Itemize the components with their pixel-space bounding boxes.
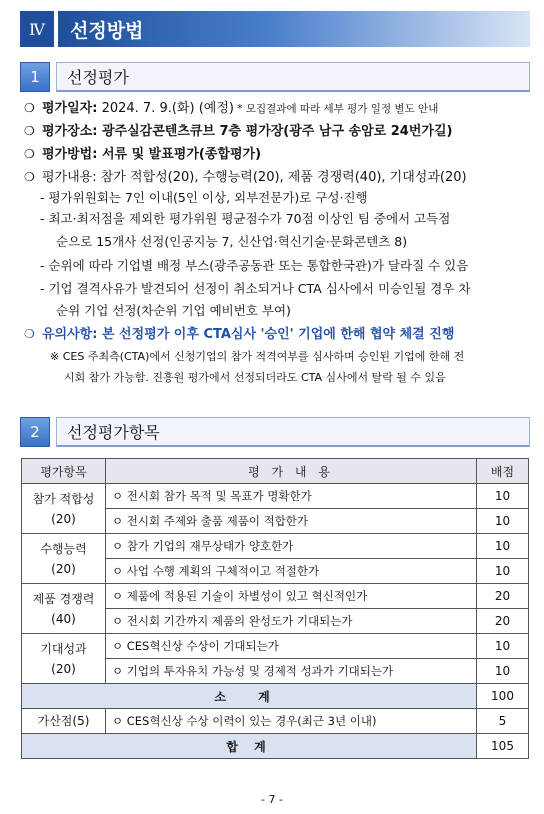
category-cell: 제품 경쟁력 (40) bbox=[22, 584, 106, 634]
item-cell: ㅇ 전시회 참가 목적 및 목표가 명확한가 bbox=[106, 484, 477, 509]
item-cell: ㅇ 제품에 적용된 기술이 차별성이 있고 혁신적인가 bbox=[106, 584, 477, 609]
header-content: 평 가 내 용 bbox=[106, 459, 477, 484]
section-title: 선정방법 bbox=[58, 11, 530, 47]
bonus-score: 5 bbox=[477, 709, 529, 734]
subtotal-value: 100 bbox=[477, 684, 529, 709]
item-cell: ㅇ 기업의 투자유치 가능성 및 경제적 성과가 기대되는가 bbox=[106, 659, 477, 684]
subtotal-row bbox=[22, 684, 529, 709]
header-score: 배점 bbox=[477, 459, 529, 484]
item-cell: ㅇ 사업 수행 계획의 구체적이고 적절한가 bbox=[106, 559, 477, 584]
circle-bullet-icon: ❍ bbox=[24, 124, 35, 138]
section-number: Ⅳ bbox=[20, 11, 54, 47]
score-cell: 20 bbox=[477, 609, 529, 634]
table-row bbox=[22, 484, 529, 509]
subsection-2-number: 2 bbox=[20, 417, 50, 447]
page-number: - 7 - bbox=[261, 793, 283, 806]
score-cell: 20 bbox=[477, 584, 529, 609]
score-cell: 10 bbox=[477, 659, 529, 684]
circle-bullet-icon: ❍ bbox=[24, 327, 35, 341]
item-cell: ㅇ 전시회 주제와 출품 제품이 적합한가 bbox=[106, 509, 477, 534]
category-cell: 참가 적합성 (20) bbox=[22, 484, 106, 534]
circle-bullet-icon: ❍ bbox=[24, 170, 35, 184]
score-cell: 10 bbox=[477, 559, 529, 584]
bullet-caution: ❍ 유의사항: 본 선정평가 이후 CTA심사 '승인' 기업에 한해 협약 체결 진행 bbox=[24, 323, 532, 346]
item-cell: ㅇ CES혁신상 수상이 기대되는가 bbox=[106, 634, 477, 659]
note-cta-b: 시회 참가 가능함. 진흥원 평가에서 선정되더라도 CTA 심사에서 탈락 될 수 있음 bbox=[64, 371, 446, 384]
header-category: 평가항목 bbox=[22, 459, 106, 484]
note-cta-a: ※ CES 주최측(CTA)에서 신청기업의 참가 적격여부를 심사하며 승인된 기업에 한해 전 bbox=[50, 350, 465, 363]
detail-cancel-b: 순위 기업 선정(차순위 기업 예비번호 부여) bbox=[56, 303, 291, 318]
section-header bbox=[20, 11, 530, 47]
circle-bullet-icon: ❍ bbox=[24, 101, 35, 115]
score-cell: 10 bbox=[477, 484, 529, 509]
subsection-1-number: 1 bbox=[20, 62, 50, 92]
table-row bbox=[22, 534, 529, 559]
total-row bbox=[22, 734, 529, 759]
bonus-category: 가산점(5) bbox=[22, 709, 106, 734]
circle-bullet-icon: ❍ bbox=[24, 147, 35, 161]
bullet-date: ❍ 평가일자: 2024. 7. 9.(화) (예정) * 모집결과에 따라 세부 평가 일정 별도 안내 bbox=[24, 97, 532, 120]
total-label: 합 계 bbox=[22, 734, 477, 759]
bullet-content: ❍ 평가내용: 참가 적합성(20), 수행능력(20), 제품 경쟁력(40), 기대성과(20) bbox=[24, 166, 532, 189]
detail-booth: - 순위에 따라 기업별 배정 부스(광주공동관 또는 통합한국관)가 달라질 수 있음 bbox=[40, 258, 469, 273]
score-cell: 10 bbox=[477, 509, 529, 534]
detail-cancel-a: - 기업 결격사유가 발견되어 선정이 취소되거나 CTA 심사에서 미승인될 경우 차 bbox=[40, 281, 471, 296]
subsection-2-header bbox=[20, 417, 530, 447]
bullet-method: ❍ 평가방법: 서류 및 발표평가(종합평가) bbox=[24, 143, 532, 166]
bullet-place: ❍ 평가장소: 광주실감콘텐츠큐브 7층 평가장(광주 남구 송암로 24번가길) bbox=[24, 120, 532, 143]
category-cell: 수행능력 (20) bbox=[22, 534, 106, 584]
detail-committee: - 평가위원회는 7인 이내(5인 이상, 외부전문가)로 구성·진행 bbox=[40, 190, 368, 205]
table-row bbox=[22, 584, 529, 609]
bonus-item: ㅇ CES혁신상 수상 이력이 있는 경우(최근 3년 이내) bbox=[106, 709, 477, 734]
detail-score-a: - 최고·최저점을 제외한 평가위원 평균점수가 70점 이상인 팀 중에서 고득점 bbox=[40, 211, 451, 226]
bonus-row bbox=[22, 709, 529, 734]
detail-score-b: 순으로 15개사 선정(인공지능 7, 신산업·혁신기술·문화콘텐츠 8) bbox=[56, 234, 408, 249]
total-value: 105 bbox=[477, 734, 529, 759]
item-cell: ㅇ 전시회 기간까지 제품의 완성도가 기대되는가 bbox=[106, 609, 477, 634]
subtotal-label: 소 계 bbox=[22, 684, 477, 709]
subsection-1-header bbox=[20, 62, 530, 92]
subsection-1-title: 선정평가 bbox=[56, 62, 530, 92]
table-row bbox=[22, 634, 529, 659]
score-cell: 10 bbox=[477, 634, 529, 659]
subsection-2-title: 선정평가항목 bbox=[56, 417, 530, 447]
evaluation-table bbox=[21, 458, 529, 759]
item-cell: ㅇ 참가 기업의 재무상태가 양호한가 bbox=[106, 534, 477, 559]
category-cell: 기대성과 (20) bbox=[22, 634, 106, 684]
table-header-row bbox=[22, 459, 529, 484]
score-cell: 10 bbox=[477, 534, 529, 559]
